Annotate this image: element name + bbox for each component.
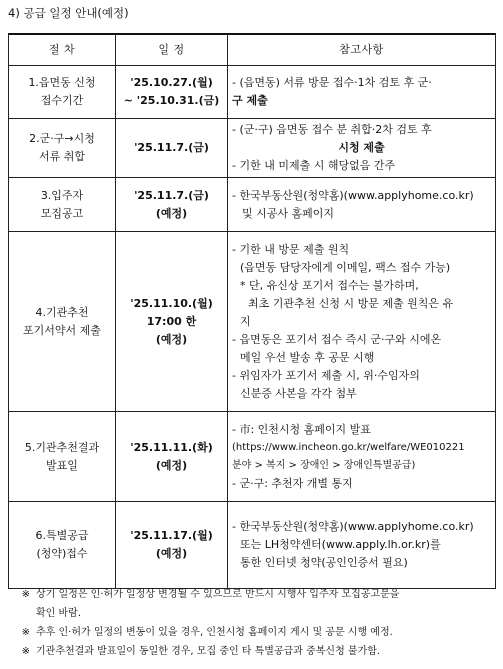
note-line: 신분증 사본을 각각 첨부 — [240, 386, 357, 400]
step-text: 모집공고 — [40, 206, 84, 220]
footnote-mark: ※ — [21, 627, 30, 638]
date-cell — [116, 232, 228, 412]
table-row — [9, 178, 496, 232]
note-line: 또는 LH청약센터(www.apply.lh.or.kr)를 — [240, 538, 441, 551]
notes-cell — [228, 502, 496, 589]
notes-cell — [228, 178, 496, 232]
table-row — [9, 412, 496, 502]
step-text: (청약)접수 — [36, 547, 88, 560]
date-text: '25.11.7.(금) — [134, 141, 209, 154]
date-text: ~ '25.10.31.(금) — [123, 94, 220, 107]
note-line: - 한국부동산원(청약홈)(www.applyhome.co.kr) — [232, 188, 474, 202]
footnote-text: 확인 바람. — [36, 608, 81, 619]
footnote-mark: ※ — [21, 589, 30, 600]
table-row — [9, 502, 496, 589]
notes-cell — [228, 119, 496, 178]
step-cell — [9, 502, 116, 589]
note-line: - 기한 내 방문 제출 원칙 — [232, 242, 350, 256]
header-date: 일 정 — [116, 34, 228, 66]
step-text: 접수기간 — [40, 94, 84, 107]
step-text: 5.기관추천결과 — [24, 440, 100, 454]
note-line: - 위임자가 포기서 제출 시, 위·수임자의 — [232, 368, 420, 382]
step-cell — [9, 232, 116, 412]
table-row — [9, 66, 496, 119]
footnote-text: 추후 인·허가 일정의 변동이 있을 경우, 인천시청 홈페이지 게시 및 공문 시행 예정. — [36, 627, 393, 638]
table-row — [9, 232, 496, 412]
footnote-mark: ※ — [21, 646, 30, 657]
step-text: 포기서약서 제출 — [23, 323, 101, 337]
note-line: 분야 > 복지 > 장애인 > 장애인특별공급) — [232, 459, 416, 471]
step-cell — [9, 66, 116, 119]
footnote-text: 기관추천결과 발표일이 동일한 경우, 모집 중인 타 특별공급과 중복신청 불가함. — [36, 646, 381, 657]
date-text: '25.11.10.(월) — [130, 296, 213, 310]
notes-cell — [228, 232, 496, 412]
footnote — [8, 623, 495, 642]
step-text: 발표일 — [46, 458, 78, 472]
step-text: 4.기관추천 — [35, 305, 89, 319]
date-text: 17:00 한 — [146, 314, 197, 328]
note-line: - (군·구) 읍면동 접수 분 취합·2차 검토 후 — [232, 123, 432, 136]
date-cell — [116, 178, 228, 232]
table-row — [9, 119, 496, 178]
step-cell — [9, 412, 116, 502]
section-title: 4) 공급 일정 안내(예정) — [8, 6, 129, 20]
notes-cell — [228, 412, 496, 502]
date-text: (예정) — [155, 332, 188, 346]
footnotes — [8, 585, 495, 661]
note-line: 및 시공사 홈페이지 — [242, 206, 335, 220]
note-line: (https://www.incheon.go.kr/welfare/WE010221 — [232, 441, 465, 453]
note-line: 통한 인터넷 청약(공인인증서 필요) — [240, 556, 408, 569]
date-text: '25.10.27.(월) — [130, 76, 213, 89]
table-header-row — [9, 34, 496, 66]
note-line: (읍면동 담당자에게 이메일, 팩스 접수 가능) — [240, 260, 451, 274]
footnote — [8, 585, 495, 604]
note-line: 지 — [240, 314, 251, 328]
header-notes: 참고사항 — [228, 34, 496, 66]
date-text: (예정) — [155, 458, 188, 472]
date-cell — [116, 66, 228, 119]
footnote-text: 상기 일정은 인·허가 일정상 변경될 수 있으므로 반드시 시행사 입주자 모집공고문을 — [36, 589, 400, 600]
step-cell — [9, 178, 116, 232]
note-line: - 읍면동은 포기서 접수 즉시 군·구와 시에온 — [232, 332, 442, 346]
date-text: '25.11.11.(화) — [130, 440, 213, 454]
date-cell — [116, 119, 228, 178]
note-line: - 기한 내 미제출 시 해당없음 간주 — [232, 159, 396, 172]
note-line: 시청 제출 — [338, 141, 385, 154]
date-text: (예정) — [155, 547, 188, 560]
note-line: 구 제출 — [232, 94, 268, 107]
step-text: 3.입주자 — [40, 188, 84, 202]
note-line: - 市: 인천시청 홈페이지 발표 — [232, 422, 371, 436]
footnote — [8, 642, 495, 661]
date-text: '25.11.7.(금) — [134, 188, 209, 202]
footnote — [8, 604, 495, 623]
notes-cell — [228, 66, 496, 119]
header-step: 절 차 — [9, 34, 116, 66]
note-line: - 군·구: 추천자 개별 통지 — [232, 476, 353, 490]
date-cell — [116, 502, 228, 589]
step-text: 서류 취합 — [38, 150, 85, 163]
note-line: 최초 기관추천 신청 시 방문 제출 원칙은 유 — [248, 296, 454, 310]
date-cell — [116, 412, 228, 502]
date-text: (예정) — [155, 206, 188, 220]
date-text: '25.11.17.(월) — [130, 529, 213, 542]
supply-schedule-table — [8, 33, 496, 589]
note-line: 메일 우선 발송 후 공문 시행 — [240, 350, 375, 364]
step-cell — [9, 119, 116, 178]
step-text: 6.특별공급 — [35, 529, 89, 542]
note-line: - 한국부동산원(청약홈)(www.applyhome.co.kr) — [232, 520, 474, 533]
step-text: 1.읍면동 신청 — [28, 76, 96, 89]
note-line: - (읍면동) 서류 방문 접수·1차 검토 후 군· — [232, 76, 432, 89]
note-line: * 단, 유신상 포기서 접수는 불가하며, — [240, 278, 419, 292]
step-text: 2.군·구→시청 — [29, 132, 95, 145]
